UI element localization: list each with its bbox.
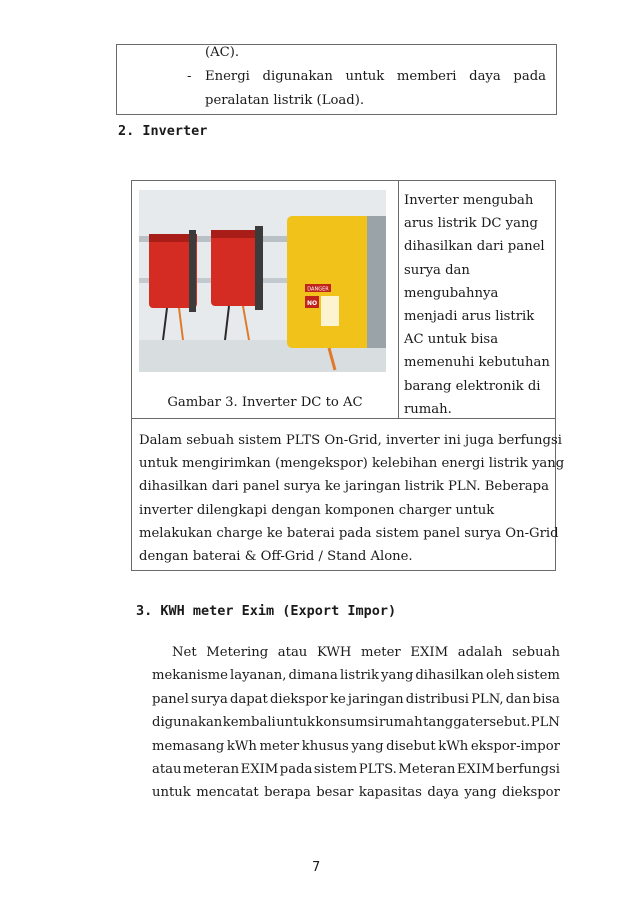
paragraph-line	[152, 758, 560, 781]
paragraph-word: meter	[259, 738, 300, 754]
paragraph-word: Meteran	[398, 761, 456, 777]
side-description-line: barang elektronik di	[404, 378, 541, 394]
paragraph-word: EXIM	[240, 761, 279, 777]
side-description-line: mengubahnya	[404, 285, 499, 301]
bottom-paragraph-line: dengan baterai & Off-Grid / Stand Alone.	[139, 549, 413, 565]
section-3-heading: 3. KWH meter Exim (Export Impor)	[136, 603, 397, 619]
paragraph-line	[152, 711, 560, 734]
side-description-line: menjadi arus listrik	[404, 309, 535, 325]
paragraph-word: PLN,	[471, 691, 504, 707]
side-description-line: rumah.	[404, 401, 452, 417]
paragraph-line	[152, 735, 560, 758]
paragraph-word: sistem	[313, 761, 358, 777]
paragraph-word: digunakan	[152, 715, 223, 731]
side-description-line: arus listrik DC yang	[404, 216, 538, 232]
paragraph-word: meteran	[183, 761, 240, 777]
paragraph-word: diekspor	[269, 691, 328, 707]
paragraph-word: kWh	[438, 738, 469, 754]
paragraph-word: mekanisme	[152, 668, 228, 684]
paragraph-word: memasang	[152, 738, 225, 754]
paragraph-word: berfungsi	[496, 761, 560, 777]
paragraph-word: dimana	[288, 668, 338, 684]
bottom-paragraph-line: dihasilkan dari panel surya ke jaringan listrik PLN. Beberapa	[139, 479, 549, 495]
paragraph-word: ekspor-impor	[470, 738, 560, 754]
bullet-word: daya	[469, 69, 501, 84]
paragraph-word: kWh	[226, 738, 257, 754]
side-description-line: dihasilkan dari panel	[404, 239, 545, 255]
paragraph-word: jaringan	[347, 691, 404, 707]
paragraph-word: tangga	[423, 715, 470, 731]
continued-list-box	[116, 44, 557, 115]
paragraph-word: yang	[381, 668, 414, 684]
section-2-heading: 2. Inverter	[118, 123, 208, 139]
paragraph-word: diekspor	[502, 785, 560, 801]
paragraph-word: tersebut.	[469, 715, 531, 731]
paragraph-word: konsumsi	[315, 715, 379, 731]
paragraph-word: yang	[464, 785, 497, 801]
bullet-word: Energi	[205, 69, 250, 84]
paragraph-word: Metering	[206, 645, 269, 660]
paragraph-word: Net	[172, 645, 197, 660]
paragraph-word: atau	[277, 645, 308, 660]
paragraph-word: atau	[152, 761, 182, 777]
bottom-paragraph-line: inverter dilengkapi dengan komponen charger untuk	[139, 502, 495, 518]
list-continuation-text: (AC).	[205, 45, 240, 60]
side-description-line: Inverter mengubah	[404, 193, 534, 208]
paragraph-word: bisa	[532, 691, 560, 707]
inverter-photo-graphic	[139, 190, 386, 372]
paragraph-word: PLTS.	[358, 761, 397, 777]
paragraph-line	[152, 664, 560, 687]
inverter-table	[131, 180, 565, 571]
paragraph-word: oleh	[486, 668, 515, 684]
inverter-photo	[139, 190, 386, 372]
paragraph-word: mencatat	[196, 785, 259, 801]
paragraph-word: surya	[190, 691, 228, 707]
paragraph-word: khusus	[301, 738, 349, 754]
bottom-paragraph-line: untuk mengirimkan (mengekspor) kelebihan energi listrik yang	[139, 456, 565, 472]
photo-no-label: NO	[306, 300, 318, 307]
paragraph-word: kembali	[222, 715, 276, 731]
side-description-line: memenuhi kebutuhan	[404, 355, 550, 371]
paragraph-word: untuk	[152, 785, 191, 801]
paragraph-word: pada	[279, 761, 313, 777]
paragraph-word: untuk	[276, 715, 315, 731]
paragraph-line	[152, 781, 560, 804]
paragraph-word: besar	[316, 785, 354, 801]
inverter-side-description	[404, 189, 554, 421]
bottom-paragraph-line: Dalam sebuah sistem PLTS On-Grid, inverter ini juga berfungsi	[139, 433, 562, 448]
side-description-line: AC untuk bisa	[404, 332, 499, 348]
paragraph-word: dan	[505, 691, 531, 707]
paragraph-word: distribusi	[405, 691, 469, 707]
paragraph-word: ke	[330, 691, 346, 707]
paragraph-word: rumah	[379, 715, 423, 731]
paragraph-line	[152, 688, 560, 711]
list-bullet-line-1	[205, 69, 546, 84]
paragraph-word: disebut	[386, 738, 436, 754]
paragraph-word: EXIM	[456, 761, 495, 777]
paragraph-word: layanan,	[230, 668, 287, 684]
bottom-paragraph-line: melakukan charge ke baterai pada sistem panel surya On-Grid	[139, 525, 559, 541]
side-description-line: surya dan	[404, 262, 470, 278]
paragraph-word: yang	[351, 738, 384, 754]
paragraph-word: dihasilkan	[415, 668, 484, 684]
paragraph-word: listrik	[339, 668, 379, 684]
paragraph-line	[172, 641, 560, 664]
bullet-word: untuk	[345, 69, 385, 84]
paragraph-word: meter	[361, 645, 401, 660]
paragraph-word: daya	[427, 785, 459, 801]
list-bullet: -	[187, 69, 192, 84]
bullet-word: memberi	[396, 69, 457, 84]
paragraph-word: EXIM	[410, 645, 449, 660]
paragraph-word: sistem	[516, 668, 560, 684]
bullet-word: digunakan	[262, 69, 333, 84]
paragraph-word: PLN	[530, 715, 560, 731]
inverter-bottom-paragraph	[139, 429, 565, 568]
paragraph-word: sebuah	[512, 645, 560, 660]
paragraph-word: kapasitas	[358, 785, 422, 801]
paragraph-word: berapa	[264, 785, 311, 801]
paragraph-word: adalah	[457, 645, 503, 660]
page-number: 7	[312, 860, 321, 875]
figure-caption: Gambar 3. Inverter DC to AC	[167, 395, 363, 410]
table-column-divider	[398, 181, 399, 418]
photo-danger-label: DANGER	[307, 286, 329, 293]
paragraph-word: dapat	[229, 691, 268, 707]
paragraph-word: KWH	[316, 645, 352, 660]
bullet-word: pada	[513, 69, 546, 84]
list-bullet-line-2: peralatan listrik (Load).	[205, 93, 365, 108]
paragraph-word: panel	[152, 691, 189, 707]
section-3-paragraph	[152, 641, 560, 805]
